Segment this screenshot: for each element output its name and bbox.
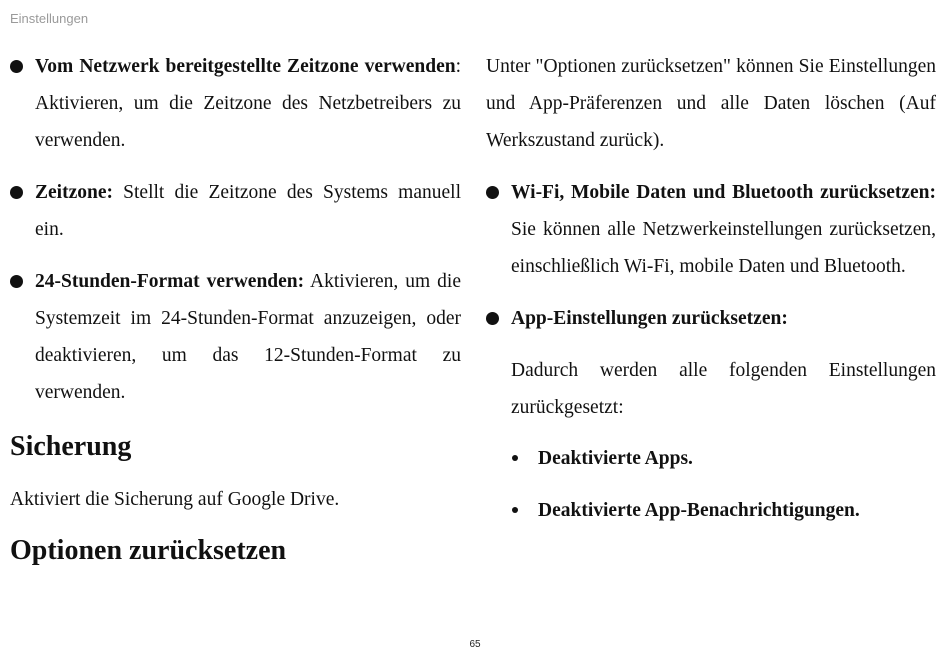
sub-bullet-dot-icon xyxy=(512,507,518,513)
page-number: 65 xyxy=(469,639,481,650)
bullet-timezone xyxy=(10,174,461,248)
bullet-text xyxy=(35,48,461,159)
bullet-dot-icon xyxy=(486,186,499,199)
bullet-dot-icon xyxy=(10,275,23,288)
sub-bullet-dot-icon xyxy=(512,455,518,461)
sub-list-item xyxy=(486,492,936,529)
bullet-term: Vom Netzwerk bereitgestellte Zeitzone verwenden xyxy=(35,56,456,77)
page-header: Einstellungen xyxy=(10,11,89,26)
backup-heading: Sicherung xyxy=(10,431,132,462)
bullet-description: Aktivieren, um die Systemzeit im 24-Stunden-Format anzuzeigen, oder deaktivieren, um das 12-Stunden-Format zu verwenden. xyxy=(35,271,461,403)
bullet-network-timezone xyxy=(10,48,461,159)
bullet-dot-icon xyxy=(10,186,23,199)
reset-options-heading: Optionen zurücksetzen xyxy=(10,535,287,566)
bullet-dot-icon xyxy=(486,312,499,325)
bullet-network-reset xyxy=(486,174,936,285)
bullet-app-reset xyxy=(486,300,936,337)
bullet-24h-format xyxy=(10,263,461,411)
bullet-term: 24-Stunden-Format verwenden: xyxy=(35,271,305,292)
bullet-description: : Aktivieren, um die Zeitzone des Netzbetreibers zu verwenden. xyxy=(35,56,461,151)
bullet-term: App-Einstellungen zurücksetzen: xyxy=(511,308,788,329)
sub-item-text: Deaktivierte Apps. xyxy=(538,448,693,469)
backup-text: Aktiviert die Sicherung auf Google Drive. xyxy=(10,489,340,510)
bullet-description: Sie können alle Netzwerkeinstellungen zurücksetzen, einschließlich Wi-Fi, mobile Daten und Bluetooth. xyxy=(511,219,936,277)
sub-list-item xyxy=(486,440,936,477)
right-column xyxy=(486,48,936,544)
left-column xyxy=(10,48,461,569)
bullet-text xyxy=(35,263,461,411)
bullet-description: Stellt die Zeitzone des Systems manuell ein. xyxy=(35,182,461,240)
bullet-text xyxy=(35,174,461,248)
bullet-dot-icon xyxy=(10,60,23,73)
bullet-text xyxy=(511,300,936,337)
bullet-term: Wi-Fi, Mobile Daten und Bluetooth zurücksetzen: xyxy=(511,182,936,203)
bullet-term: Zeitzone: xyxy=(35,182,113,203)
sub-item-text: Deaktivierte App-Benachrichtigungen. xyxy=(538,500,860,521)
app-reset-intro: Dadurch werden alle folgenden Einstellungen zurückgesetzt: xyxy=(511,360,936,418)
reset-intro: Unter "Optionen zurücksetzen" können Sie Einstellungen und App-Präferenzen und alle Daten löschen (Auf Werkszustand zurück). xyxy=(486,56,936,151)
bullet-text xyxy=(511,174,936,285)
